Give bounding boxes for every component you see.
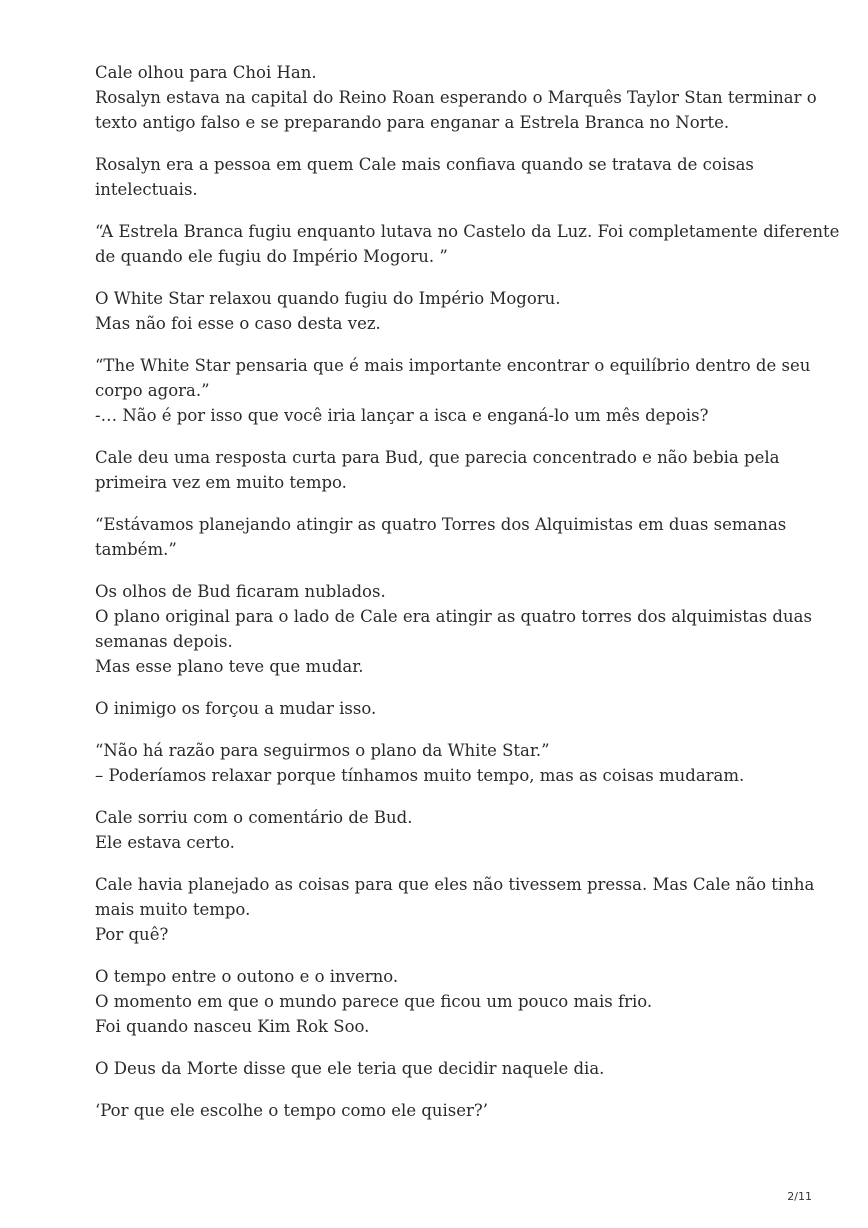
text-line: texto antigo falso e se preparando para enganar a Estrela Branca no Norte.	[95, 113, 730, 132]
text-line: – Poderíamos relaxar porque tínhamos muito tempo, mas as coisas mudaram.	[95, 766, 745, 785]
text-line: ‘Por que ele escolhe o tempo como ele quiser?’	[95, 1101, 489, 1120]
page-number: 2/11	[787, 1190, 812, 1203]
paragraph	[95, 445, 795, 495]
text-line: intelectuais.	[95, 180, 198, 199]
paragraph	[95, 286, 795, 336]
text-line: Por quê?	[95, 925, 169, 944]
text-line: mais muito tempo.	[95, 900, 251, 919]
paragraph	[95, 1098, 795, 1123]
text-line: de quando ele fugiu do Império Mogoru. ”	[95, 247, 448, 266]
text-line: O Deus da Morte disse que ele teria que decidir naquele dia.	[95, 1059, 605, 1078]
text-line: Cale olhou para Choi Han.	[95, 63, 317, 82]
paragraph	[95, 964, 795, 1039]
text-line: “The White Star pensaria que é mais importante encontrar o equilíbrio dentro de seu	[95, 356, 811, 375]
text-line: Foi quando nasceu Kim Rok Soo.	[95, 1017, 370, 1036]
text-line: primeira vez em muito tempo.	[95, 473, 347, 492]
text-line: Rosalyn estava na capital do Reino Roan esperando o Marquês Taylor Stan terminar o	[95, 88, 817, 107]
text-line: O inimigo os forçou a mudar isso.	[95, 699, 377, 718]
paragraph	[95, 579, 812, 679]
paragraph	[95, 805, 795, 855]
text-line: O tempo entre o outono e o inverno.	[95, 967, 399, 986]
paragraph	[95, 60, 817, 135]
text-line: semanas depois.	[95, 632, 233, 651]
text-line: O momento em que o mundo parece que ficou um pouco mais frio.	[95, 992, 653, 1011]
text-line: “Estávamos planejando atingir as quatro Torres dos Alquimistas em duas semanas	[95, 515, 787, 534]
text-line: corpo agora.”	[95, 381, 210, 400]
text-line: Cale havia planejado as coisas para que eles não tivessem pressa. Mas Cale não tinha	[95, 875, 815, 894]
paragraph	[95, 219, 840, 269]
text-line: O plano original para o lado de Cale era atingir as quatro torres dos alquimistas duas	[95, 607, 812, 626]
text-line: também.”	[95, 540, 177, 559]
text-line: Cale sorriu com o comentário de Bud.	[95, 808, 413, 827]
paragraph	[95, 872, 815, 947]
text-line: Cale deu uma resposta curta para Bud, que parecia concentrado e não bebia pela	[95, 448, 780, 467]
paragraph	[95, 1056, 795, 1081]
text-line: “A Estrela Branca fugiu enquanto lutava no Castelo da Luz. Foi completamente diferente	[95, 222, 840, 241]
text-line: Mas não foi esse o caso desta vez.	[95, 314, 381, 333]
paragraph	[95, 738, 795, 788]
paragraph	[95, 696, 795, 721]
text-line: Rosalyn era a pessoa em quem Cale mais confiava quando se tratava de coisas	[95, 155, 754, 174]
text-line: “Não há razão para seguirmos o plano da White Star.”	[95, 741, 550, 760]
document-body	[95, 60, 840, 1140]
text-line: Ele estava certo.	[95, 833, 235, 852]
text-line: Os olhos de Bud ficaram nublados.	[95, 582, 386, 601]
text-line: Mas esse plano teve que mudar.	[95, 657, 364, 676]
paragraph	[95, 512, 795, 562]
paragraph	[95, 152, 795, 202]
text-line: O White Star relaxou quando fugiu do Império Mogoru.	[95, 289, 561, 308]
paragraph	[95, 353, 811, 428]
text-line: -… Não é por isso que você iria lançar a isca e enganá-lo um mês depois?	[95, 406, 709, 425]
